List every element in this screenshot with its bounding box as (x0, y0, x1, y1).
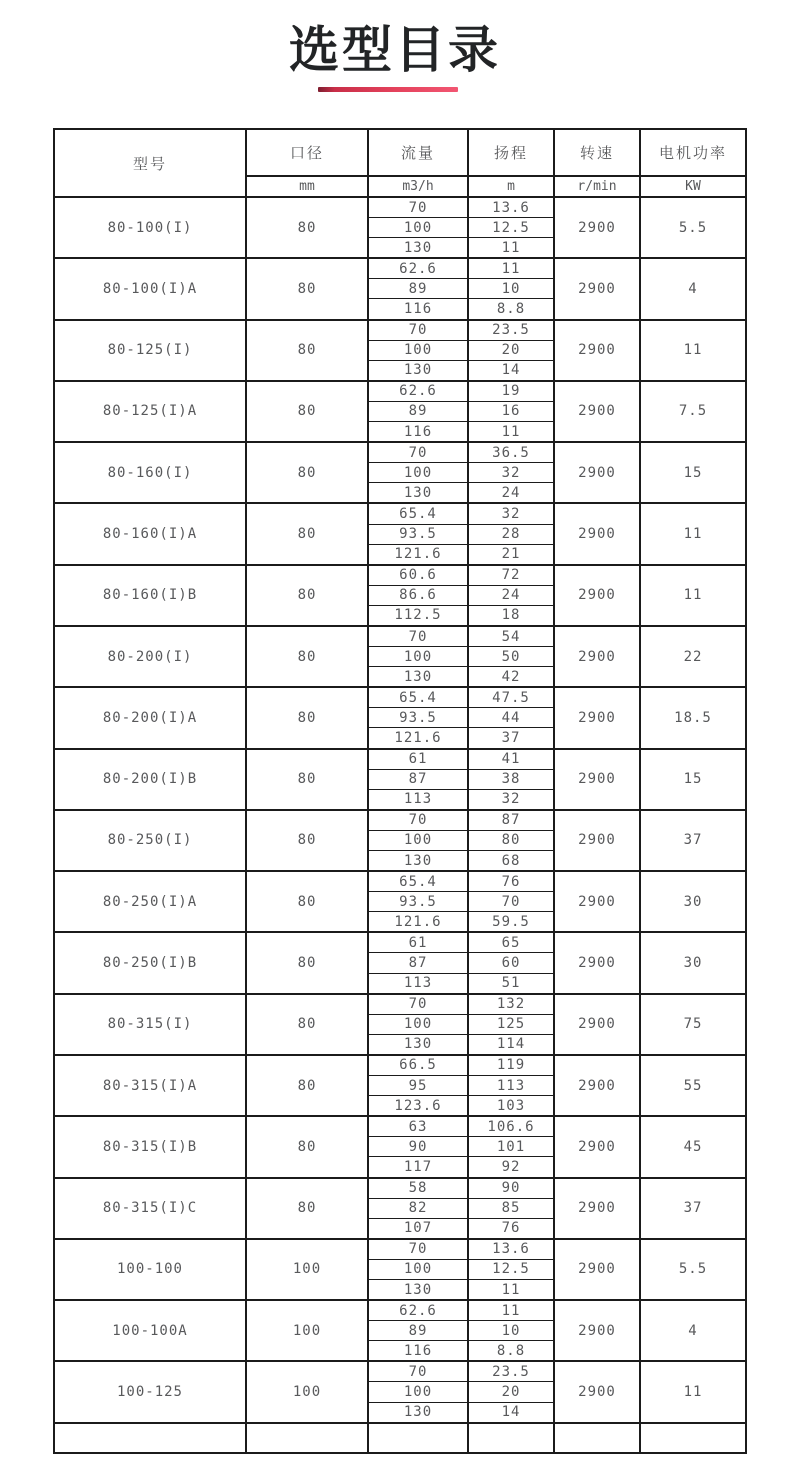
header-head: 扬程 (468, 129, 554, 176)
flow-value-cell: 70 (368, 626, 468, 647)
head-value-cell: 80 (468, 830, 554, 850)
flow-value-cell: 130 (368, 667, 468, 688)
flow-value-cell: 130 (368, 851, 468, 872)
head-value-cell: 32 (468, 503, 554, 524)
table-row (54, 1239, 746, 1260)
speed-cell: 2900 (554, 1300, 640, 1361)
power-cell: 15 (640, 442, 746, 503)
power-cell: 5.5 (640, 1239, 746, 1300)
speed-cell: 2900 (554, 1178, 640, 1239)
unit-power: KW (640, 176, 746, 197)
unit-flow: m3/h (368, 176, 468, 197)
flow-value-cell: 90 (368, 1137, 468, 1157)
flow-value-cell: 70 (368, 1361, 468, 1382)
flow-value-cell: 70 (368, 810, 468, 831)
speed-cell: 2900 (554, 871, 640, 932)
model-cell: 80-315(I)C (54, 1178, 246, 1239)
flow-value-cell: 100 (368, 218, 468, 238)
head-value-cell: 87 (468, 810, 554, 831)
flow-value-cell: 113 (368, 789, 468, 810)
head-value-cell: 24 (468, 483, 554, 504)
head-value-cell: 37 (468, 728, 554, 749)
power-cell: 4 (640, 258, 746, 319)
head-value-cell: 132 (468, 994, 554, 1015)
flow-value-cell: 116 (368, 1341, 468, 1362)
head-value-cell: 90 (468, 1178, 554, 1199)
model-cell: 80-315(I) (54, 994, 246, 1055)
flow-value-cell: 130 (368, 1402, 468, 1423)
speed-cell: 2900 (554, 442, 640, 503)
power-cell: 4 (640, 1300, 746, 1361)
model-cell: 80-125(I) (54, 320, 246, 381)
flow-value-cell: 87 (368, 953, 468, 973)
flow-value-cell: 100 (368, 340, 468, 360)
diameter-cell: 80 (246, 810, 368, 871)
power-cell: 30 (640, 871, 746, 932)
speed-cell: 2900 (554, 1116, 640, 1177)
head-value-cell: 21 (468, 544, 554, 565)
flow-value-cell: 117 (368, 1157, 468, 1178)
flow-value-cell: 89 (368, 401, 468, 421)
head-value-cell: 70 (468, 892, 554, 912)
head-value-cell: 19 (468, 381, 554, 402)
table-row (54, 749, 746, 770)
speed-cell: 2900 (554, 1361, 640, 1422)
power-cell: 11 (640, 503, 746, 564)
head-value-cell: 92 (468, 1157, 554, 1178)
head-value-cell: 42 (468, 667, 554, 688)
model-cell: 100-125 (54, 1361, 246, 1422)
model-cell: 80-250(I) (54, 810, 246, 871)
head-value-cell: 14 (468, 360, 554, 381)
flow-value-cell: 87 (368, 769, 468, 789)
diameter-cell: 80 (246, 1055, 368, 1116)
flow-value-cell: 65.4 (368, 503, 468, 524)
flow-value-cell: 95 (368, 1076, 468, 1096)
flow-value-cell: 93.5 (368, 524, 468, 544)
model-cell: 80-200(I)B (54, 749, 246, 810)
table-row (54, 1178, 746, 1199)
head-value-cell: 32 (468, 789, 554, 810)
model-cell: 80-200(I)A (54, 687, 246, 748)
head-value-cell: 32 (468, 463, 554, 483)
header-model: 型号 (54, 129, 246, 197)
diameter-cell: 100 (246, 1239, 368, 1300)
diameter-cell: 100 (246, 1361, 368, 1422)
table-row (54, 565, 746, 586)
flow-value-cell: 130 (368, 238, 468, 259)
flow-value-cell: 116 (368, 422, 468, 443)
head-value-cell: 23.5 (468, 320, 554, 341)
speed-cell: 2900 (554, 320, 640, 381)
power-cell: 22 (640, 626, 746, 687)
header-power: 电机功率 (640, 129, 746, 176)
head-value-cell: 10 (468, 279, 554, 299)
speed-cell: 2900 (554, 1239, 640, 1300)
flow-value-cell: 70 (368, 994, 468, 1015)
model-cell: 80-250(I)A (54, 871, 246, 932)
speed-cell: 2900 (554, 749, 640, 810)
diameter-cell: 80 (246, 749, 368, 810)
flow-value-cell: 65.4 (368, 871, 468, 892)
diameter-cell: 80 (246, 994, 368, 1055)
head-value-cell: 13.6 (468, 197, 554, 218)
speed-cell: 2900 (554, 197, 640, 258)
power-cell: 11 (640, 320, 746, 381)
model-cell: 80-200(I) (54, 626, 246, 687)
head-value-cell: 41 (468, 749, 554, 770)
model-cell: 80-125(I)A (54, 381, 246, 442)
speed-cell: 2900 (554, 626, 640, 687)
head-value-cell: 76 (468, 871, 554, 892)
clipped-cell (54, 1423, 246, 1453)
power-cell: 55 (640, 1055, 746, 1116)
power-cell: 37 (640, 810, 746, 871)
head-value-cell: 65 (468, 932, 554, 953)
table-row (54, 932, 746, 953)
diameter-cell: 80 (246, 626, 368, 687)
table-row (54, 810, 746, 831)
head-value-cell: 60 (468, 953, 554, 973)
flow-value-cell: 130 (368, 1034, 468, 1055)
header-row (54, 129, 746, 176)
head-value-cell: 20 (468, 340, 554, 360)
head-value-cell: 54 (468, 626, 554, 647)
model-cell: 80-250(I)B (54, 932, 246, 993)
table-row (54, 1116, 746, 1137)
diameter-cell: 80 (246, 503, 368, 564)
speed-cell: 2900 (554, 994, 640, 1055)
flow-value-cell: 89 (368, 279, 468, 299)
diameter-cell: 80 (246, 442, 368, 503)
diameter-cell: 80 (246, 320, 368, 381)
flow-value-cell: 116 (368, 299, 468, 320)
flow-value-cell: 100 (368, 830, 468, 850)
unit-head: m (468, 176, 554, 197)
head-value-cell: 18 (468, 605, 554, 626)
power-cell: 30 (640, 932, 746, 993)
table-row (54, 994, 746, 1015)
head-value-cell: 38 (468, 769, 554, 789)
flow-value-cell: 121.6 (368, 544, 468, 565)
speed-cell: 2900 (554, 810, 640, 871)
flow-value-cell: 62.6 (368, 258, 468, 279)
head-value-cell: 11 (468, 1279, 554, 1300)
title-underline (318, 87, 458, 92)
head-value-cell: 14 (468, 1402, 554, 1423)
table-row (54, 442, 746, 463)
diameter-cell: 80 (246, 197, 368, 258)
head-value-cell: 11 (468, 422, 554, 443)
head-value-cell: 8.8 (468, 1341, 554, 1362)
flow-value-cell: 100 (368, 1014, 468, 1034)
flow-value-cell: 61 (368, 932, 468, 953)
table-row (54, 381, 746, 402)
flow-value-cell: 70 (368, 197, 468, 218)
clipped-cell (468, 1423, 554, 1453)
table-row (54, 258, 746, 279)
diameter-cell: 80 (246, 1178, 368, 1239)
head-value-cell: 13.6 (468, 1239, 554, 1260)
head-value-cell: 85 (468, 1198, 554, 1218)
head-value-cell: 16 (468, 401, 554, 421)
head-value-cell: 51 (468, 973, 554, 994)
table-row (54, 687, 746, 708)
head-value-cell: 36.5 (468, 442, 554, 463)
diameter-cell: 80 (246, 381, 368, 442)
diameter-cell: 100 (246, 1300, 368, 1361)
header-diameter: 口径 (246, 129, 368, 176)
head-value-cell: 11 (468, 1300, 554, 1321)
head-value-cell: 12.5 (468, 1259, 554, 1279)
head-value-cell: 23.5 (468, 1361, 554, 1382)
speed-cell: 2900 (554, 565, 640, 626)
diameter-cell: 80 (246, 565, 368, 626)
model-cell: 80-315(I)B (54, 1116, 246, 1177)
flow-value-cell: 61 (368, 749, 468, 770)
model-cell: 80-100(I)A (54, 258, 246, 319)
model-cell: 100-100 (54, 1239, 246, 1300)
flow-value-cell: 130 (368, 1279, 468, 1300)
power-cell: 7.5 (640, 381, 746, 442)
head-value-cell: 50 (468, 647, 554, 667)
flow-value-cell: 100 (368, 1259, 468, 1279)
flow-value-cell: 100 (368, 1382, 468, 1402)
power-cell: 45 (640, 1116, 746, 1177)
flow-value-cell: 82 (368, 1198, 468, 1218)
table-header (54, 129, 746, 197)
table-row (54, 871, 746, 892)
head-value-cell: 11 (468, 258, 554, 279)
table-body (54, 197, 746, 1453)
flow-value-cell: 100 (368, 463, 468, 483)
page-title: 选型目录 (289, 21, 501, 79)
speed-cell: 2900 (554, 381, 640, 442)
head-value-cell: 68 (468, 851, 554, 872)
power-cell: 18.5 (640, 687, 746, 748)
flow-value-cell: 65.4 (368, 687, 468, 708)
flow-value-cell: 93.5 (368, 892, 468, 912)
table-row (54, 1361, 746, 1382)
header-speed: 转速 (554, 129, 640, 176)
flow-value-cell: 100 (368, 647, 468, 667)
head-value-cell: 11 (468, 238, 554, 259)
head-value-cell: 28 (468, 524, 554, 544)
flow-value-cell: 86.6 (368, 585, 468, 605)
power-cell: 5.5 (640, 197, 746, 258)
diameter-cell: 80 (246, 871, 368, 932)
head-value-cell: 72 (468, 565, 554, 586)
flow-value-cell: 121.6 (368, 912, 468, 933)
unit-speed: r/min (554, 176, 640, 197)
head-value-cell: 106.6 (468, 1116, 554, 1137)
head-value-cell: 103 (468, 1096, 554, 1117)
unit-diameter: mm (246, 176, 368, 197)
model-cell: 80-160(I)A (54, 503, 246, 564)
table-row (54, 320, 746, 341)
head-value-cell: 113 (468, 1076, 554, 1096)
table-row (54, 1055, 746, 1076)
flow-value-cell: 62.6 (368, 381, 468, 402)
head-value-cell: 119 (468, 1055, 554, 1076)
head-value-cell: 24 (468, 585, 554, 605)
clipped-cell (246, 1423, 368, 1453)
table-row (54, 626, 746, 647)
power-cell: 75 (640, 994, 746, 1055)
head-value-cell: 76 (468, 1218, 554, 1239)
flow-value-cell: 130 (368, 483, 468, 504)
power-cell: 11 (640, 565, 746, 626)
flow-value-cell: 121.6 (368, 728, 468, 749)
flow-value-cell: 60.6 (368, 565, 468, 586)
head-value-cell: 101 (468, 1137, 554, 1157)
diameter-cell: 80 (246, 687, 368, 748)
flow-value-cell: 70 (368, 1239, 468, 1260)
table-row-clipped (54, 1423, 746, 1453)
flow-value-cell: 112.5 (368, 605, 468, 626)
speed-cell: 2900 (554, 258, 640, 319)
head-value-cell: 44 (468, 708, 554, 728)
flow-value-cell: 66.5 (368, 1055, 468, 1076)
flow-value-cell: 62.6 (368, 1300, 468, 1321)
model-cell: 80-160(I) (54, 442, 246, 503)
table-row (54, 197, 746, 218)
speed-cell: 2900 (554, 503, 640, 564)
head-value-cell: 59.5 (468, 912, 554, 933)
model-cell: 100-100A (54, 1300, 246, 1361)
table-row (54, 1300, 746, 1321)
diameter-cell: 80 (246, 258, 368, 319)
flow-value-cell: 107 (368, 1218, 468, 1239)
head-value-cell: 12.5 (468, 218, 554, 238)
table-row (54, 503, 746, 524)
speed-cell: 2900 (554, 687, 640, 748)
speed-cell: 2900 (554, 932, 640, 993)
pump-selection-table (53, 128, 747, 1454)
model-cell: 80-100(I) (54, 197, 246, 258)
head-value-cell: 47.5 (468, 687, 554, 708)
head-value-cell: 10 (468, 1321, 554, 1341)
head-value-cell: 114 (468, 1034, 554, 1055)
clipped-cell (554, 1423, 640, 1453)
flow-value-cell: 93.5 (368, 708, 468, 728)
head-value-cell: 20 (468, 1382, 554, 1402)
flow-value-cell: 58 (368, 1178, 468, 1199)
model-cell: 80-160(I)B (54, 565, 246, 626)
speed-cell: 2900 (554, 1055, 640, 1116)
diameter-cell: 80 (246, 932, 368, 993)
power-cell: 37 (640, 1178, 746, 1239)
flow-value-cell: 89 (368, 1321, 468, 1341)
header-flow: 流量 (368, 129, 468, 176)
diameter-cell: 80 (246, 1116, 368, 1177)
flow-value-cell: 70 (368, 442, 468, 463)
head-value-cell: 8.8 (468, 299, 554, 320)
power-cell: 11 (640, 1361, 746, 1422)
flow-value-cell: 63 (368, 1116, 468, 1137)
clipped-cell (640, 1423, 746, 1453)
power-cell: 15 (640, 749, 746, 810)
head-value-cell: 125 (468, 1014, 554, 1034)
flow-value-cell: 123.6 (368, 1096, 468, 1117)
flow-value-cell: 70 (368, 320, 468, 341)
clipped-cell (368, 1423, 468, 1453)
flow-value-cell: 113 (368, 973, 468, 994)
flow-value-cell: 130 (368, 360, 468, 381)
model-cell: 80-315(I)A (54, 1055, 246, 1116)
